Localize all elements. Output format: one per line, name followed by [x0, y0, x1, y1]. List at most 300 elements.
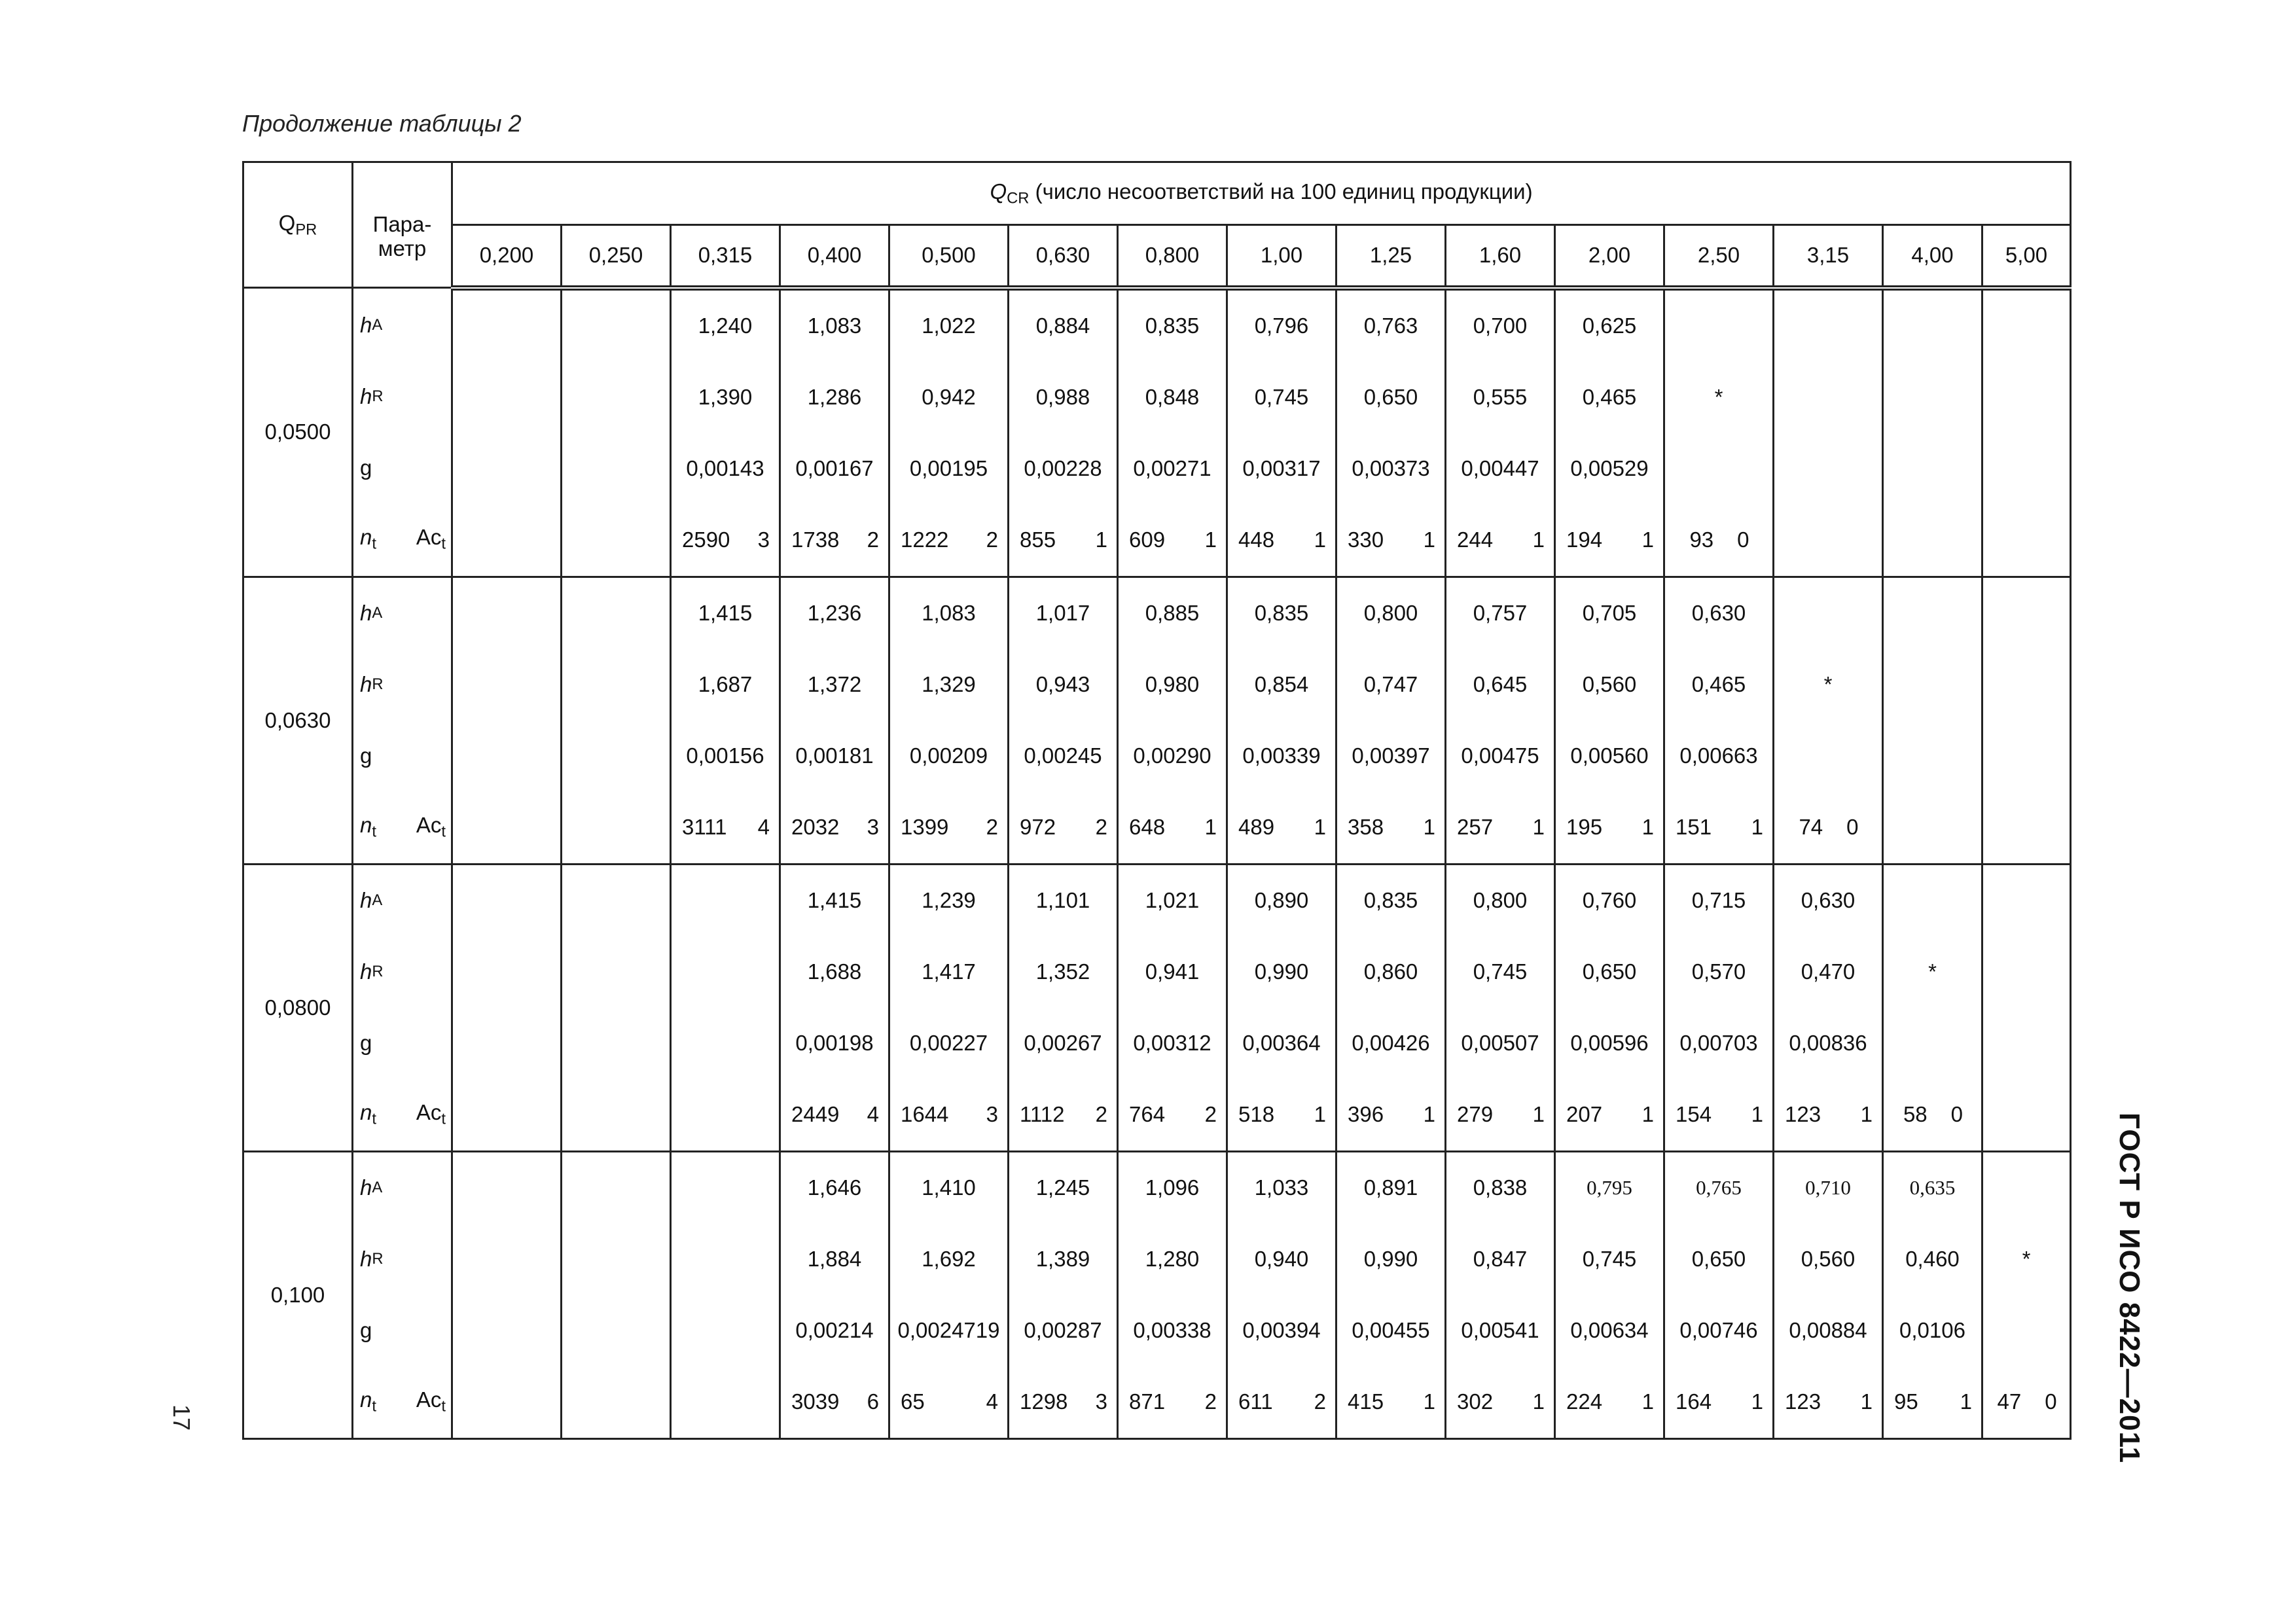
hr-value: 0,848	[1145, 385, 1200, 409]
act-value: 1	[1423, 1102, 1435, 1126]
hr-value: 0,650	[1691, 1247, 1746, 1271]
g-value: 0,00634	[1570, 1318, 1649, 1342]
data-cell	[1883, 1151, 1982, 1438]
data-cell	[1883, 577, 1982, 864]
act-value: 0	[1737, 527, 1749, 552]
hr-value: *	[1823, 672, 1833, 696]
ha-value: 0,625	[1582, 313, 1637, 338]
qcr-column-header: 3,15	[1774, 225, 1883, 288]
act-value: 3	[867, 815, 879, 839]
act-value: 1	[1532, 1389, 1545, 1414]
act-value: 3	[757, 527, 770, 552]
hr-value: 1,390	[698, 385, 753, 409]
param-ha: h A	[360, 601, 383, 625]
data-cell	[1446, 1151, 1555, 1438]
nt-value: 358	[1348, 815, 1384, 839]
hr-value: 1,352	[1035, 959, 1090, 984]
ha-value: 0,890	[1254, 888, 1309, 912]
qcr-column-header: 1,25	[1336, 225, 1446, 288]
data-cell	[1982, 288, 2071, 577]
nt-value: 764	[1129, 1102, 1166, 1126]
ha-value: 0,885	[1145, 601, 1200, 625]
data-cell	[1009, 577, 1118, 864]
hr-value: 1,687	[698, 672, 753, 696]
ha-value: 0,763	[1363, 313, 1418, 338]
param-g: g	[360, 455, 372, 480]
data-cell	[452, 864, 562, 1151]
hr-value: 1,286	[807, 385, 862, 409]
ha-value: 1,083	[807, 313, 862, 338]
data-cell	[671, 288, 780, 577]
data-cell	[452, 577, 562, 864]
qpr-group-row	[243, 288, 2071, 577]
act-value: 1	[1532, 815, 1545, 839]
g-value: 0,00560	[1570, 743, 1649, 768]
act-value: 6	[867, 1389, 879, 1414]
hr-value: 0,990	[1363, 1247, 1418, 1271]
param-ha: h A	[360, 888, 383, 912]
data-cell	[889, 1151, 1009, 1438]
data-cell	[1336, 577, 1446, 864]
data-cell	[1774, 1151, 1883, 1438]
act-value: 2	[1095, 815, 1107, 839]
data-cell	[780, 1151, 889, 1438]
ha-value: 0,891	[1363, 1175, 1418, 1200]
data-cell	[1009, 1151, 1118, 1438]
qpr-group-row	[243, 864, 2071, 1151]
g-value: 0,00143	[686, 456, 764, 480]
hr-value: 0,745	[1254, 385, 1309, 409]
data-cell	[1664, 577, 1774, 864]
nt-value: 609	[1129, 527, 1166, 552]
g-value: 0,00596	[1570, 1031, 1649, 1055]
nt-value: 151	[1676, 815, 1712, 839]
ha-value: 0,630	[1691, 601, 1746, 625]
data-cell	[1555, 864, 1664, 1151]
qcr-column-header: 4,00	[1883, 225, 1982, 288]
data-cell	[1446, 864, 1555, 1151]
hr-value: 0,940	[1254, 1247, 1309, 1271]
hr-value: 1,389	[1035, 1247, 1090, 1271]
data-cell	[889, 288, 1009, 577]
qcr-column-header: 0,200	[452, 225, 562, 288]
data-cell	[452, 288, 562, 577]
data-cell	[1555, 577, 1664, 864]
qcr-column-header: 0,400	[780, 225, 889, 288]
nt-value: 1738	[791, 527, 840, 552]
act-value: 1	[1641, 527, 1654, 552]
ha-value: 0,700	[1473, 313, 1528, 338]
hr-value: 0,941	[1145, 959, 1200, 984]
qpr-value: 0,0800	[243, 864, 353, 1151]
qcr-column-header: 0,800	[1118, 225, 1227, 288]
nt-value: 194	[1566, 527, 1603, 552]
act-value: 1	[1532, 1102, 1545, 1126]
param-ha: h A	[360, 312, 383, 337]
hr-value: *	[1928, 959, 1937, 984]
g-value: 0,0106	[1899, 1318, 1965, 1342]
data-cell	[1774, 864, 1883, 1151]
data-cell	[780, 288, 889, 577]
hr-value: 0,465	[1691, 672, 1746, 696]
ha-value: 0,835	[1363, 888, 1418, 912]
ha-value: 1,415	[698, 601, 753, 625]
g-value: 0,00245	[1024, 743, 1102, 768]
g-value: 0,00198	[795, 1031, 874, 1055]
hr-value: 1,884	[807, 1247, 862, 1271]
param-g: g	[360, 1031, 372, 1055]
act-value: 2	[986, 815, 998, 839]
ha-value: 0,705	[1582, 601, 1637, 625]
qcr-header: $Q_{CR}$ (число несоответствий на 100 единиц продукции)	[452, 162, 2071, 225]
parameter-labels	[353, 1151, 452, 1438]
nt-value: 415	[1348, 1389, 1384, 1414]
nt-value: 123	[1785, 1102, 1821, 1126]
ha-value: 1,415	[807, 888, 862, 912]
data-cell	[1883, 288, 1982, 577]
hr-value: 1,329	[922, 672, 976, 696]
ha-value: 1,236	[807, 601, 862, 625]
qcr-column-header: 1,60	[1446, 225, 1555, 288]
act-value: 2	[1095, 1102, 1107, 1126]
hr-value: 0,860	[1363, 959, 1418, 984]
nt-value: 1399	[901, 815, 949, 839]
hr-value: 0,465	[1582, 385, 1637, 409]
act-value: 4	[867, 1102, 879, 1126]
nt-value: 58	[1903, 1102, 1928, 1126]
act-value: 1	[1860, 1102, 1873, 1126]
g-value: 0,00884	[1789, 1318, 1867, 1342]
g-value: 0,00338	[1133, 1318, 1211, 1342]
hr-value: 0,854	[1254, 672, 1309, 696]
act-value: 4	[757, 815, 770, 839]
nt-value: 164	[1676, 1389, 1712, 1414]
param-nt-act: $n_t$ $Ac_t$	[360, 1100, 446, 1128]
hr-value: 0,645	[1473, 672, 1528, 696]
g-value: 0,00663	[1679, 743, 1758, 768]
g-value: 0,00836	[1789, 1031, 1867, 1055]
nt-value: 3039	[791, 1389, 840, 1414]
ha-value: 0,795	[1587, 1176, 1632, 1199]
parameter-labels	[353, 288, 452, 577]
act-value: 1	[1960, 1389, 1972, 1414]
g-value: 0,00167	[795, 456, 874, 480]
hr-value: *	[1714, 385, 1723, 409]
nt-value: 65	[901, 1389, 925, 1414]
nt-value: 2032	[791, 815, 840, 839]
param-nt-act: $n_t$ $Ac_t$	[360, 524, 446, 553]
act-value: 1	[1751, 1102, 1763, 1126]
data-cell	[671, 864, 780, 1151]
g-value: 0,00267	[1024, 1031, 1102, 1055]
parameter-labels	[353, 864, 452, 1151]
ha-value: 1,096	[1145, 1175, 1200, 1200]
g-value: 0,00156	[686, 743, 764, 768]
act-value: 1	[1532, 527, 1545, 552]
g-value: 0,00227	[909, 1031, 988, 1055]
ha-value: 0,884	[1035, 313, 1090, 338]
data-cell	[1227, 864, 1336, 1151]
g-value: 0,00209	[909, 743, 988, 768]
data-cell	[1009, 288, 1118, 577]
parameter-labels	[353, 577, 452, 864]
hr-value: 0,560	[1582, 672, 1637, 696]
act-value: 0	[2045, 1389, 2057, 1414]
qcr-column-header: 0,250	[562, 225, 671, 288]
act-value: 1	[1423, 527, 1435, 552]
nt-value: 972	[1020, 815, 1056, 839]
ha-value: 0,765	[1696, 1176, 1742, 1199]
data-cell	[1118, 288, 1227, 577]
act-value: 1	[1641, 1389, 1654, 1414]
ha-value: 1,245	[1035, 1175, 1090, 1200]
hr-value: 0,745	[1473, 959, 1528, 984]
ha-value: 0,800	[1363, 601, 1418, 625]
qpr-group-row	[243, 1151, 2071, 1438]
param-nt-act: $n_t$ $Ac_t$	[360, 1387, 446, 1416]
qpr-value: 0,0500	[243, 288, 353, 577]
data-cell	[1336, 288, 1446, 577]
nt-value: 1112	[1020, 1102, 1065, 1126]
qcr-column-header: 0,315	[671, 225, 780, 288]
g-value: 0,00364	[1242, 1031, 1321, 1055]
data-cell	[780, 577, 889, 864]
data-cell	[780, 864, 889, 1151]
act-value: 1	[1751, 815, 1763, 839]
g-value: 0,00529	[1570, 456, 1649, 480]
data-cell	[1227, 577, 1336, 864]
g-value: 0,0024719	[897, 1318, 1000, 1342]
data-cell	[1883, 864, 1982, 1151]
nt-value: 154	[1676, 1102, 1712, 1126]
g-value: 0,00397	[1352, 743, 1430, 768]
act-value: 0	[1950, 1102, 1964, 1126]
nt-value: 489	[1238, 815, 1275, 839]
data-cell	[562, 577, 671, 864]
nt-value: 279	[1457, 1102, 1494, 1126]
data-cell	[1774, 288, 1883, 577]
ha-value: 0,838	[1473, 1175, 1528, 1200]
g-value: 0,00475	[1461, 743, 1539, 768]
hr-value: 1,280	[1145, 1247, 1200, 1271]
data-cell	[1555, 288, 1664, 577]
hr-value: 0,943	[1035, 672, 1090, 696]
nt-value: 2449	[791, 1102, 840, 1126]
act-value: 2	[986, 527, 998, 552]
act-value: 1	[1204, 527, 1217, 552]
act-value: 1	[1641, 1102, 1654, 1126]
nt-value: 302	[1457, 1389, 1494, 1414]
g-value: 0,00394	[1242, 1318, 1321, 1342]
nt-value: 648	[1129, 815, 1166, 839]
nt-value: 2590	[682, 527, 730, 552]
data-cell	[1664, 288, 1774, 577]
qpr-header: $Q_{PR}$	[243, 162, 353, 288]
nt-value: 611	[1238, 1389, 1273, 1414]
qcr-column-header: 0,500	[889, 225, 1009, 288]
act-value: 3	[986, 1102, 998, 1126]
param-hr: h R	[360, 672, 384, 696]
g-value: 0,00373	[1352, 456, 1430, 480]
nt-value: 224	[1566, 1389, 1603, 1414]
data-cell	[1446, 577, 1555, 864]
g-value: 0,00228	[1024, 456, 1102, 480]
qpr-group-row	[243, 577, 2071, 864]
nt-value: 123	[1785, 1389, 1821, 1414]
qcr-column-header: 1,00	[1227, 225, 1336, 288]
data-cell	[1118, 1151, 1227, 1438]
ha-value: 0,715	[1691, 888, 1746, 912]
data-cell	[452, 1151, 562, 1438]
qpr-value: 0,0630	[243, 577, 353, 864]
data-cell	[1118, 577, 1227, 864]
param-hr: h R	[360, 1247, 384, 1271]
nt-value: 1222	[901, 527, 949, 552]
nt-value: 93	[1689, 527, 1714, 552]
hr-value: 0,570	[1691, 959, 1746, 984]
act-value: 1	[1423, 1389, 1435, 1414]
page-number: 17	[168, 1404, 195, 1431]
act-value: 1	[1095, 527, 1107, 552]
param-hr: h R	[360, 959, 384, 984]
data-cell	[562, 864, 671, 1151]
param-nt-act: $n_t$ $Ac_t$	[360, 813, 446, 841]
g-value: 0,00746	[1679, 1318, 1758, 1342]
hr-value: 0,650	[1582, 959, 1637, 984]
document-designation: ГОСТ Р ИСО 8422—2011	[2113, 1113, 2145, 1464]
data-cell	[1227, 1151, 1336, 1438]
ha-value: 1,240	[698, 313, 753, 338]
qcr-column-header: 0,630	[1009, 225, 1118, 288]
act-value: 3	[1095, 1389, 1107, 1414]
g-value: 0,00317	[1242, 456, 1321, 480]
act-value: 1	[1423, 815, 1435, 839]
ha-value: 1,101	[1035, 888, 1090, 912]
ha-value: 1,239	[922, 888, 976, 912]
hr-value: 0,942	[922, 385, 976, 409]
hr-value: 0,990	[1254, 959, 1309, 984]
ha-value: 1,083	[922, 601, 976, 625]
act-value: 1	[1641, 815, 1654, 839]
qcr-column-header: 2,50	[1664, 225, 1774, 288]
data-cell	[1982, 577, 2071, 864]
qpr-value: 0,100	[243, 1151, 353, 1438]
g-value: 0,00271	[1133, 456, 1211, 480]
g-value: 0,00455	[1352, 1318, 1430, 1342]
nt-value: 448	[1238, 527, 1275, 552]
nt-value: 1298	[1020, 1389, 1068, 1414]
g-value: 0,00287	[1024, 1318, 1102, 1342]
nt-value: 47	[1997, 1389, 2022, 1414]
data-cell	[889, 864, 1009, 1151]
hr-value: 0,980	[1145, 672, 1200, 696]
hr-value: 1,692	[922, 1247, 976, 1271]
ha-value: 0,835	[1254, 601, 1309, 625]
data-cell	[1555, 1151, 1664, 1438]
act-value: 0	[1846, 815, 1859, 839]
param-hr: h R	[360, 383, 384, 408]
nt-value: 257	[1457, 815, 1494, 839]
act-value: 1	[1314, 815, 1326, 839]
data-cell	[562, 1151, 671, 1438]
nt-value: 195	[1566, 815, 1603, 839]
act-value: 2	[1204, 1102, 1217, 1126]
hr-value: 0,555	[1473, 385, 1528, 409]
nt-value: 95	[1894, 1389, 1918, 1414]
param-ha: h A	[360, 1175, 383, 1200]
ha-value: 0,796	[1254, 313, 1309, 338]
ha-value: 1,017	[1035, 601, 1090, 625]
nt-value: 3111	[682, 815, 727, 839]
data-cell	[1774, 577, 1883, 864]
nt-value: 244	[1457, 527, 1494, 552]
ha-value: 1,646	[807, 1175, 862, 1200]
data-cell	[1982, 864, 2071, 1151]
g-value: 0,00339	[1242, 743, 1321, 768]
ha-value: 1,033	[1254, 1175, 1309, 1200]
act-value: 4	[986, 1389, 998, 1414]
sampling-plan-table	[242, 161, 2072, 1440]
param-g: g	[360, 1318, 372, 1342]
ha-value: 1,410	[922, 1175, 976, 1200]
hr-value: 1,372	[807, 672, 862, 696]
ha-value: 0,760	[1582, 888, 1637, 912]
g-value: 0,00195	[909, 456, 988, 480]
ha-value: 0,630	[1801, 888, 1856, 912]
nt-value: 74	[1799, 815, 1823, 839]
act-value: 1	[1204, 815, 1217, 839]
param-g: g	[360, 743, 372, 768]
g-value: 0,00541	[1461, 1318, 1539, 1342]
nt-value: 207	[1566, 1102, 1603, 1126]
data-cell	[889, 577, 1009, 864]
g-value: 0,00214	[795, 1318, 874, 1342]
nt-value: 396	[1348, 1102, 1384, 1126]
act-value: 2	[1314, 1389, 1326, 1414]
hr-value: *	[2022, 1247, 2031, 1271]
act-value: 1	[1860, 1389, 1873, 1414]
data-cell	[1446, 288, 1555, 577]
data-cell	[671, 577, 780, 864]
ha-value: 1,021	[1145, 888, 1200, 912]
param-header: Пара- метр	[353, 162, 452, 288]
data-cell	[1664, 1151, 1774, 1438]
g-value: 0,00312	[1133, 1031, 1211, 1055]
act-value: 1	[1314, 527, 1326, 552]
nt-value: 330	[1348, 527, 1384, 552]
hr-value: 0,745	[1582, 1247, 1637, 1271]
hr-value: 1,688	[807, 959, 862, 984]
g-value: 0,00507	[1461, 1031, 1539, 1055]
data-cell	[1227, 288, 1336, 577]
hr-value: 0,560	[1801, 1247, 1856, 1271]
ha-value: 0,635	[1909, 1176, 1956, 1199]
data-cell	[1664, 864, 1774, 1151]
g-value: 0,00447	[1461, 456, 1539, 480]
hr-value: 0,650	[1363, 385, 1418, 409]
nt-value: 1644	[901, 1102, 949, 1126]
nt-value: 871	[1129, 1389, 1166, 1414]
act-value: 2	[867, 527, 879, 552]
g-value: 0,00290	[1133, 743, 1211, 768]
ha-value: 0,710	[1805, 1176, 1851, 1199]
hr-value: 0,747	[1363, 672, 1418, 696]
ha-value: 1,022	[922, 313, 976, 338]
nt-value: 518	[1238, 1102, 1275, 1126]
qcr-column-header: 2,00	[1555, 225, 1664, 288]
hr-value: 0,988	[1035, 385, 1090, 409]
hr-value: 0,470	[1801, 959, 1856, 984]
